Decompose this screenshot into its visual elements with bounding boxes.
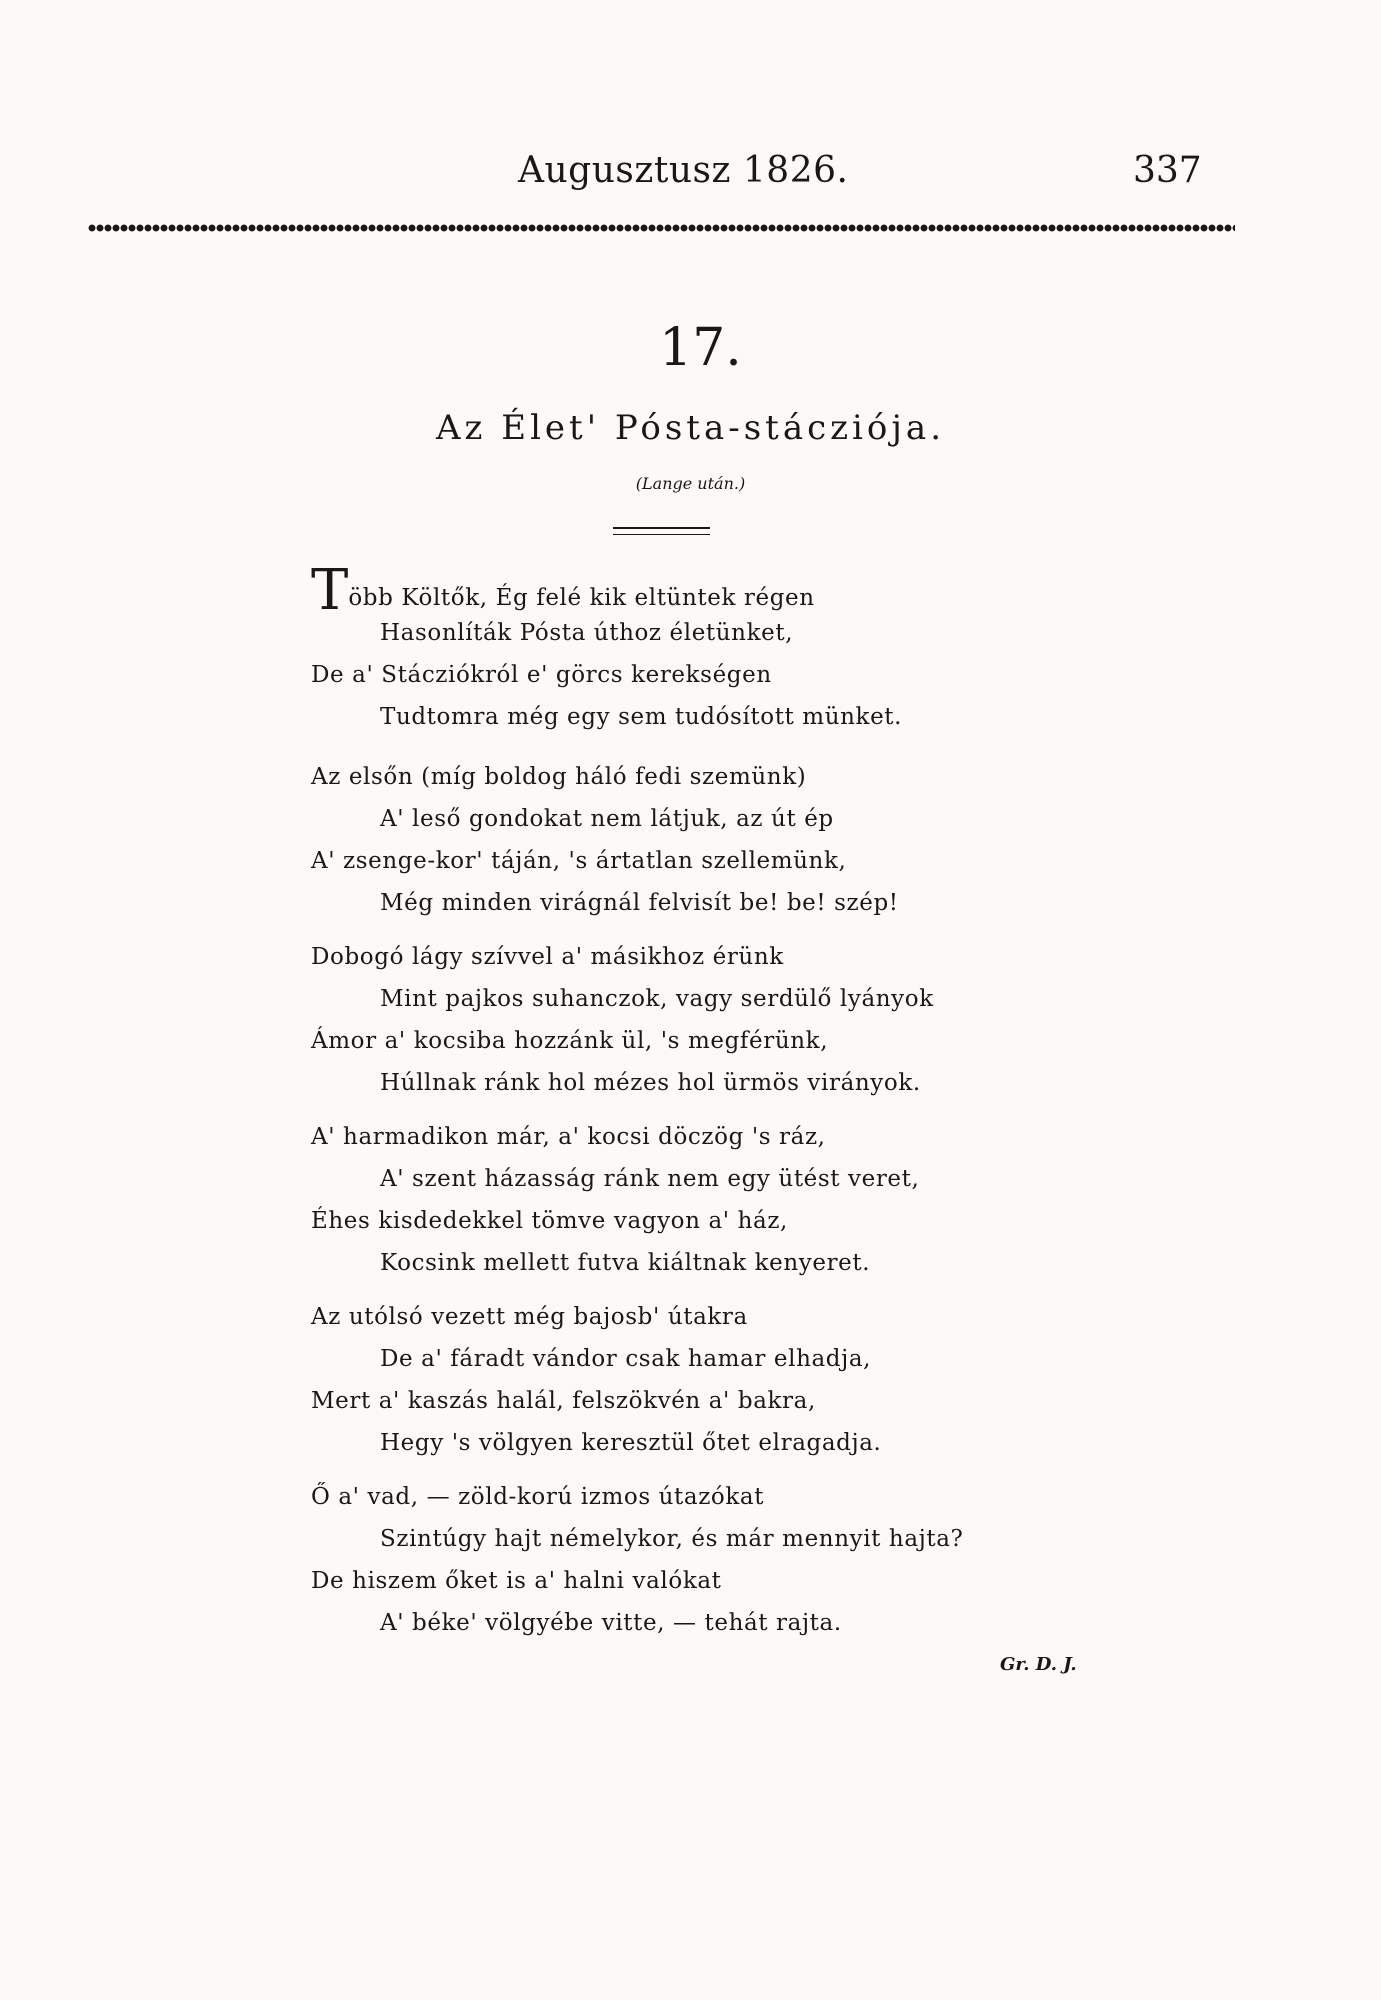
verse-line: Kocsink mellett futva kiáltnak kenyeret. [380,1250,871,1276]
verse-line: Éhes kisdedekkel tömve vagyon a' ház, [311,1208,788,1234]
verse-line: Mert a' kaszás halál, felszökvén a' bakra, [311,1388,816,1414]
verse-line: Az elsőn (míg boldog háló fedi szemünk) [311,764,807,790]
verse-line: Dobogó lágy szívvel a' másikhoz érünk [311,944,784,970]
verse-line: Tudtomra még egy sem tudósított münket. [380,704,903,730]
verse-line: Mint pajkos suhanczok, vagy serdülő lyányok [380,986,934,1012]
verse-line: A' leső gondokat nem látjuk, az út ép [380,806,834,832]
verse-line: Hasonlíták Pósta úthoz életünket, [380,620,794,646]
verse-line: Hegy 's völgyen keresztül őtet elragadja. [380,1430,882,1456]
verse-line: De a' fáradt vándor csak hamar elhadja, [380,1346,872,1372]
verse-line: Az utólsó vezett még bajosb' útakra [311,1304,748,1330]
verse-line [311,558,815,623]
verse-line: A' szent házasság ránk nem egy ütést veret, [380,1166,920,1192]
verse-line: A' béke' völgyébe vitte, — tehát rajta. [380,1610,842,1636]
drop-cap: T [311,558,349,623]
verse-line-text: öbb Költők, Ég felé kik eltüntek régen [348,585,815,611]
verse-line: A' zsenge-kor' táján, 's ártatlan szellemünk, [311,848,847,874]
verse-line: A' harmadikon már, a' kocsi döczög 's ráz, [311,1124,826,1150]
verse-line: De hiszem őket is a' halni valókat [311,1568,722,1594]
verse-line: Még minden virágnál felvisít be! be! szép! [380,890,899,916]
verse-line: Ő a' vad, — zöld-korú izmos útazókat [311,1484,765,1510]
poem-number: 17. [659,318,742,378]
poem-subtitle: (Lange után.) [635,474,746,493]
running-title: Augusztusz 1826. [518,150,849,191]
poem-title: Az Élet' Pósta-stácziója. [435,408,946,448]
verse-line: Húllnak ránk hol mézes hol ürmös virányok. [380,1070,921,1096]
verse-line: Ámor a' kocsiba hozzánk ül, 's megférünk, [311,1028,829,1054]
verse-line: Szintúgy hajt némelykor, és már mennyit hajta? [380,1526,964,1552]
page-number: 337 [1133,150,1202,191]
verse-line: De a' Stácziókról e' görcs kerekségen [311,662,772,688]
author-signature: Gr. D. J. [1000,1654,1077,1675]
